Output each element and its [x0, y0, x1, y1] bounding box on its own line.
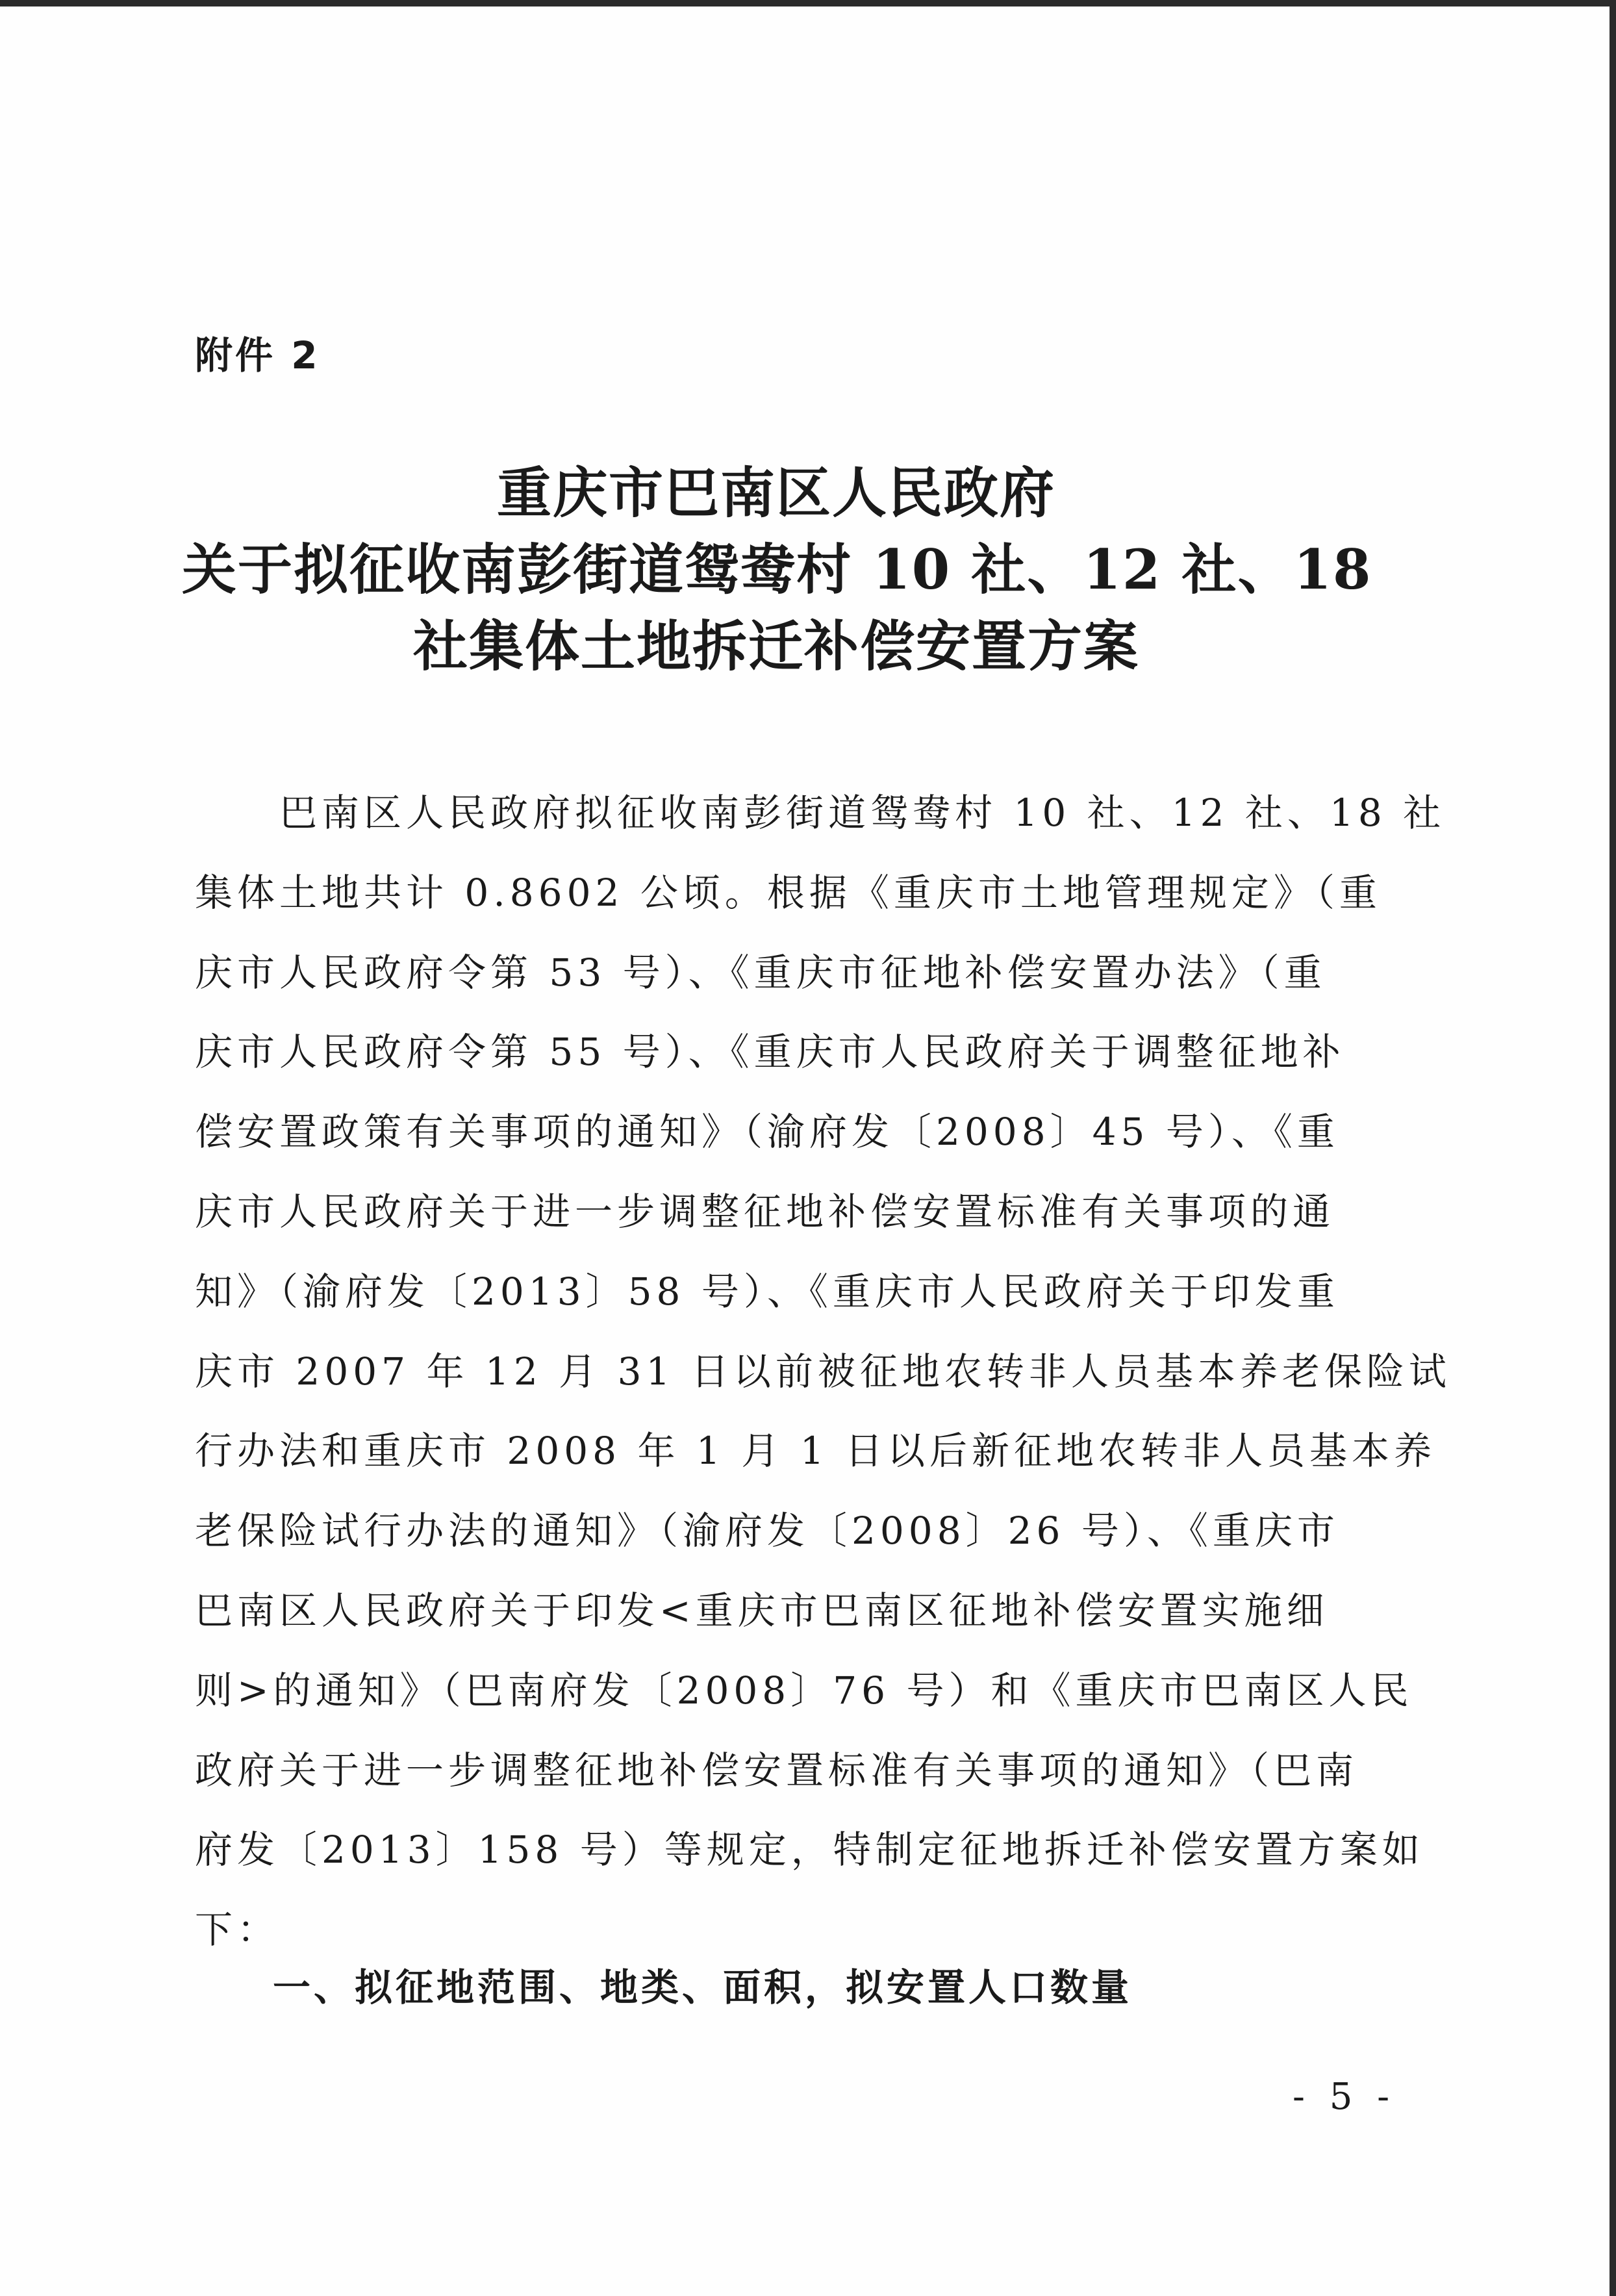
body-line: 巴南区人民政府关于印发<重庆市巴南区征地补偿安置实施细	[195, 1588, 1329, 1633]
body-line: 偿安置政策有关事项的通知》（渝府发〔2008〕45 号）、《重	[195, 1110, 1339, 1154]
title-line-1: 重庆市巴南区人民政府	[496, 461, 1055, 525]
attachment-label: 附件 2	[195, 333, 320, 377]
page-number: - 5 -	[1293, 2076, 1396, 2118]
body-line: 下：	[195, 1907, 280, 1952]
body-line: 知》（渝府发〔2013〕58 号）、《重庆市人民政府关于印发重	[195, 1269, 1339, 1314]
scan-edge-right	[1610, 0, 1616, 2296]
body-line: 政府关于进一步调整征地补偿安置标准有关事项的通知》（巴南	[195, 1748, 1359, 1792]
scan-edge-top	[0, 0, 1616, 6]
body-line: 则>的通知》（巴南府发〔2008〕76 号）和《重庆市巴南区人民	[195, 1668, 1413, 1713]
body-paragraph	[195, 773, 1451, 1970]
body-line: 老保险试行办法的通知》（渝府发〔2008〕26 号）、《重庆市	[195, 1509, 1339, 1553]
body-line: 巴南区人民政府拟征收南彭街道鸳鸯村 10 社、12 社、18 社	[195, 791, 1446, 835]
body-line: 庆市人民政府令第 53 号）、《重庆市征地补偿安置办法》（重	[195, 950, 1326, 995]
title-line-2: 关于拟征收南彭街道鸳鸯村 10 社、12 社、18	[182, 537, 1372, 602]
title-line-3: 社集体土地拆迁补偿安置方案	[412, 614, 1139, 678]
body-line: 集体土地共计 0.8602 公顷。根据《重庆市土地管理规定》（重	[195, 870, 1382, 915]
body-line: 庆市人民政府关于进一步调整征地补偿安置标准有关事项的通	[195, 1189, 1335, 1234]
body-line: 庆市人民政府令第 55 号）、《重庆市人民政府关于调整征地补	[195, 1030, 1345, 1075]
section-heading: 一、拟征地范围、地类、面积，拟安置人口数量	[273, 1965, 1133, 2009]
body-line: 庆市 2007 年 12 月 31 日以前被征地农转非人员基本养老保险试	[195, 1349, 1451, 1394]
body-line: 府发〔2013〕158 号）等规定，特制定征地拆迁补偿安置方案如	[195, 1828, 1424, 1872]
document-title	[182, 455, 1370, 685]
body-line: 行办法和重庆市 2008 年 1 月 1 日以后新征地农转非人员基本养	[195, 1429, 1437, 1473]
